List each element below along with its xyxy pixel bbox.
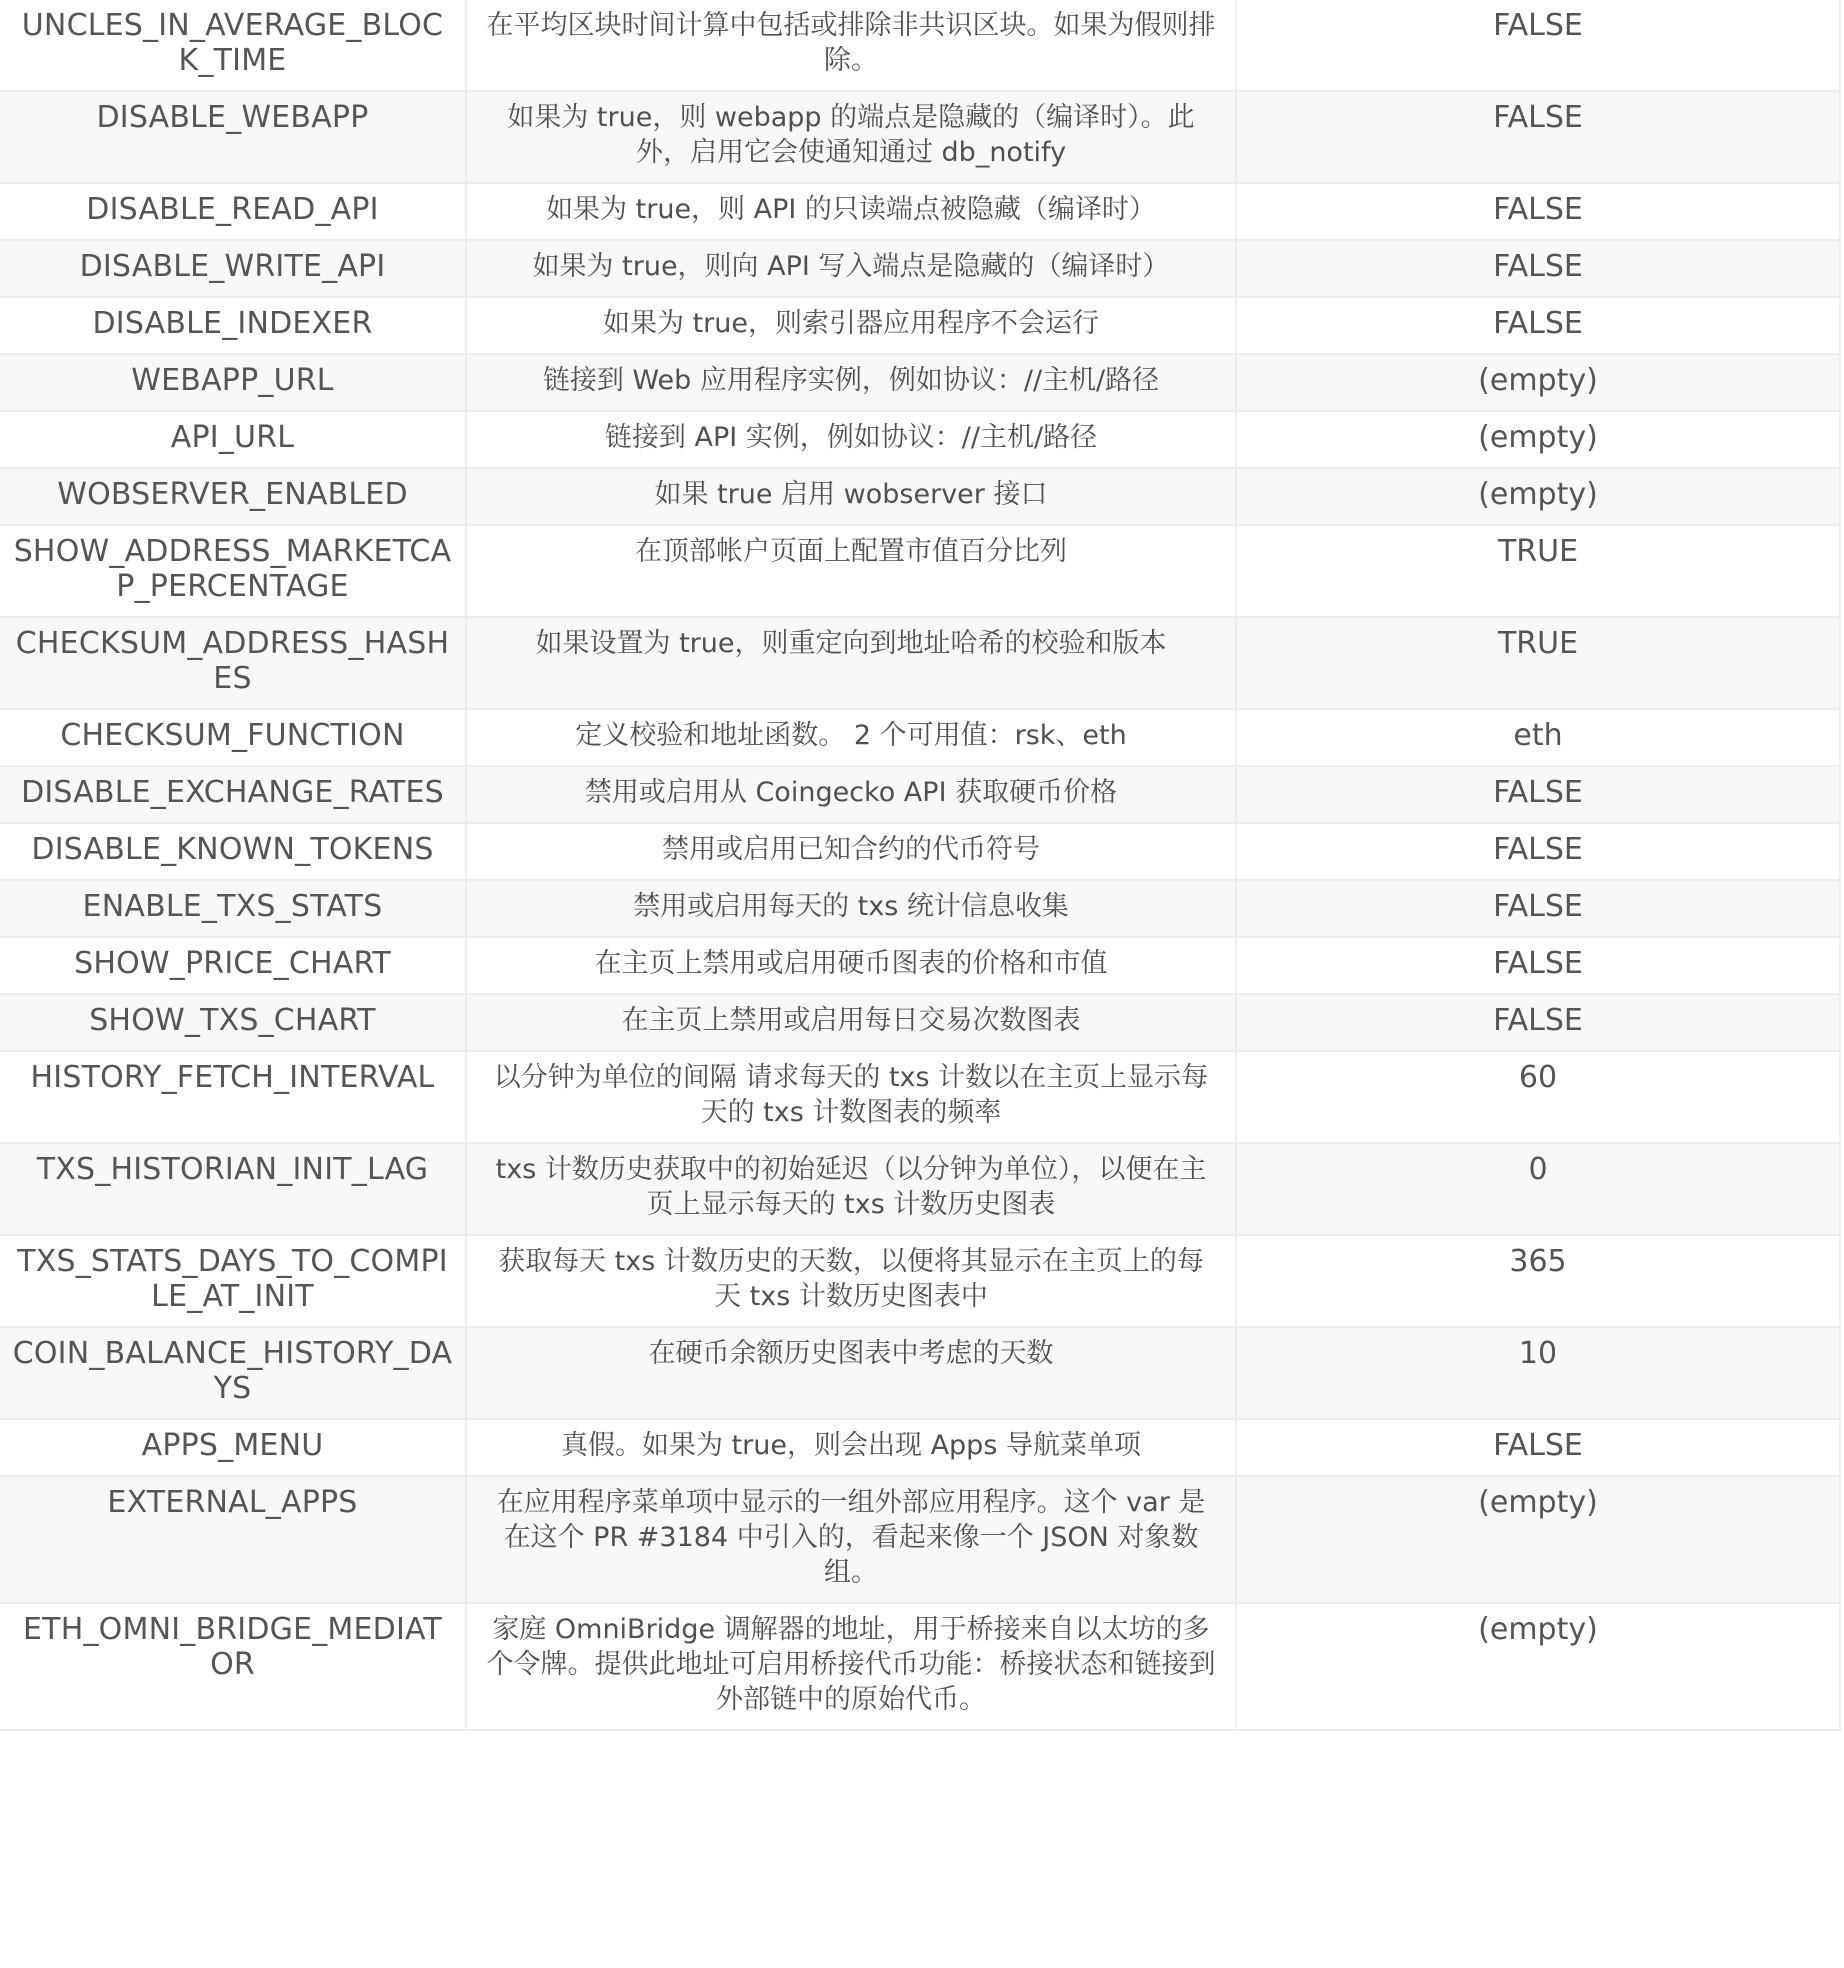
description-cell: 如果为 true，则向 API 写入端点是隐藏的（编译时） bbox=[466, 240, 1236, 297]
table-row bbox=[0, 1235, 1840, 1327]
default-value-cell: FALSE bbox=[1236, 766, 1840, 823]
description-cell: 禁用或启用每天的 txs 统计信息收集 bbox=[466, 880, 1236, 937]
default-value-cell: 60 bbox=[1236, 1051, 1840, 1143]
variable-name-cell: DISABLE_EXCHANGE_RATES bbox=[0, 766, 466, 823]
description-cell: 在硬币余额历史图表中考虑的天数 bbox=[466, 1327, 1236, 1419]
variable-name-cell: WOBSERVER_ENABLED bbox=[0, 468, 466, 525]
default-value-cell: FALSE bbox=[1236, 937, 1840, 994]
default-value-cell: eth bbox=[1236, 709, 1840, 766]
table-row bbox=[0, 240, 1840, 297]
default-value-cell: FALSE bbox=[1236, 880, 1840, 937]
default-value-cell: (empty) bbox=[1236, 468, 1840, 525]
description-cell: 链接到 API 实例，例如协议：//主机/路径 bbox=[466, 411, 1236, 468]
table-row bbox=[0, 709, 1840, 766]
default-value-cell: FALSE bbox=[1236, 0, 1840, 91]
description-cell: 获取每天 txs 计数历史的天数，以便将其显示在主页上的每天 txs 计数历史图表中 bbox=[466, 1235, 1236, 1327]
variable-name-cell: HISTORY_FETCH_INTERVAL bbox=[0, 1051, 466, 1143]
variable-name-cell: DISABLE_INDEXER bbox=[0, 297, 466, 354]
default-value-cell: FALSE bbox=[1236, 1419, 1840, 1476]
description-cell: 禁用或启用已知合约的代币符号 bbox=[466, 823, 1236, 880]
description-cell: 如果为 true，则 API 的只读端点被隐藏（编译时） bbox=[466, 183, 1236, 240]
default-value-cell: FALSE bbox=[1236, 91, 1840, 183]
default-value-cell: 0 bbox=[1236, 1143, 1840, 1235]
table-row bbox=[0, 1476, 1840, 1603]
table-row bbox=[0, 468, 1840, 525]
table-row bbox=[0, 91, 1840, 183]
description-cell: 定义校验和地址函数。 2 个可用值：rsk、eth bbox=[466, 709, 1236, 766]
table-row bbox=[0, 1419, 1840, 1476]
variable-name-cell: DISABLE_WRITE_API bbox=[0, 240, 466, 297]
table-row bbox=[0, 766, 1840, 823]
description-cell: 禁用或启用从 Coingecko API 获取硬币价格 bbox=[466, 766, 1236, 823]
default-value-cell: (empty) bbox=[1236, 1603, 1840, 1730]
description-cell: 在主页上禁用或启用硬币图表的价格和市值 bbox=[466, 937, 1236, 994]
variable-name-cell: API_URL bbox=[0, 411, 466, 468]
table-row bbox=[0, 937, 1840, 994]
variable-name-cell: TXS_STATS_DAYS_TO_COMPILE_AT_INIT bbox=[0, 1235, 466, 1327]
variable-name-cell: UNCLES_IN_AVERAGE_BLOCK_TIME bbox=[0, 0, 466, 91]
table-row bbox=[0, 1051, 1840, 1143]
default-value-cell: TRUE bbox=[1236, 525, 1840, 617]
table-row bbox=[0, 880, 1840, 937]
description-cell: 如果为 true，则索引器应用程序不会运行 bbox=[466, 297, 1236, 354]
table-row bbox=[0, 0, 1840, 91]
description-cell: 如果设置为 true，则重定向到地址哈希的校验和版本 bbox=[466, 617, 1236, 709]
description-cell: 在顶部帐户页面上配置市值百分比列 bbox=[466, 525, 1236, 617]
table-row bbox=[0, 525, 1840, 617]
table-row bbox=[0, 994, 1840, 1051]
variable-name-cell: APPS_MENU bbox=[0, 1419, 466, 1476]
description-cell: txs 计数历史获取中的初始延迟（以分钟为单位），以便在主页上显示每天的 txs 计数历史图表 bbox=[466, 1143, 1236, 1235]
variable-name-cell: DISABLE_WEBAPP bbox=[0, 91, 466, 183]
table-row bbox=[0, 1143, 1840, 1235]
variable-name-cell: ETH_OMNI_BRIDGE_MEDIATOR bbox=[0, 1603, 466, 1730]
variable-name-cell: SHOW_ADDRESS_MARKETCAP_PERCENTAGE bbox=[0, 525, 466, 617]
default-value-cell: FALSE bbox=[1236, 994, 1840, 1051]
default-value-cell: FALSE bbox=[1236, 240, 1840, 297]
description-cell: 以分钟为单位的间隔 请求每天的 txs 计数以在主页上显示每天的 txs 计数图表的频率 bbox=[466, 1051, 1236, 1143]
variable-name-cell: ENABLE_TXS_STATS bbox=[0, 880, 466, 937]
variable-name-cell: EXTERNAL_APPS bbox=[0, 1476, 466, 1603]
variable-name-cell: CHECKSUM_FUNCTION bbox=[0, 709, 466, 766]
variable-name-cell: DISABLE_READ_API bbox=[0, 183, 466, 240]
variable-name-cell: SHOW_PRICE_CHART bbox=[0, 937, 466, 994]
default-value-cell: TRUE bbox=[1236, 617, 1840, 709]
table-row bbox=[0, 354, 1840, 411]
table-row bbox=[0, 183, 1840, 240]
description-cell: 在主页上禁用或启用每日交易次数图表 bbox=[466, 994, 1236, 1051]
table-row bbox=[0, 1327, 1840, 1419]
table-row bbox=[0, 823, 1840, 880]
description-cell: 真假。如果为 true，则会出现 Apps 导航菜单项 bbox=[466, 1419, 1236, 1476]
default-value-cell: FALSE bbox=[1236, 297, 1840, 354]
variable-name-cell: WEBAPP_URL bbox=[0, 354, 466, 411]
default-value-cell: (empty) bbox=[1236, 1476, 1840, 1603]
variable-name-cell: CHECKSUM_ADDRESS_HASHES bbox=[0, 617, 466, 709]
default-value-cell: FALSE bbox=[1236, 823, 1840, 880]
default-value-cell: 10 bbox=[1236, 1327, 1840, 1419]
description-cell: 如果 true 启用 wobserver 接口 bbox=[466, 468, 1236, 525]
table-row bbox=[0, 297, 1840, 354]
variable-name-cell: SHOW_TXS_CHART bbox=[0, 994, 466, 1051]
description-cell: 家庭 OmniBridge 调解器的地址，用于桥接来自以太坊的多个令牌。提供此地址可启用桥接代币功能：桥接状态和链接到外部链中的原始代币。 bbox=[466, 1603, 1236, 1730]
description-cell: 在应用程序菜单项中显示的一组外部应用程序。这个 var 是在这个 PR #3184 中引入的，看起来像一个 JSON 对象数组。 bbox=[466, 1476, 1236, 1603]
variable-name-cell: COIN_BALANCE_HISTORY_DAYS bbox=[0, 1327, 466, 1419]
description-cell: 链接到 Web 应用程序实例，例如协议：//主机/路径 bbox=[466, 354, 1236, 411]
table-row bbox=[0, 411, 1840, 468]
default-value-cell: (empty) bbox=[1236, 411, 1840, 468]
description-cell: 在平均区块时间计算中包括或排除非共识区块。如果为假则排除。 bbox=[466, 0, 1236, 91]
default-value-cell: (empty) bbox=[1236, 354, 1840, 411]
default-value-cell: FALSE bbox=[1236, 183, 1840, 240]
default-value-cell: 365 bbox=[1236, 1235, 1840, 1327]
table-row bbox=[0, 617, 1840, 709]
variable-name-cell: DISABLE_KNOWN_TOKENS bbox=[0, 823, 466, 880]
table-row bbox=[0, 1603, 1840, 1730]
description-cell: 如果为 true，则 webapp 的端点是隐藏的（编译时）。此外，启用它会使通知通过 db_notify bbox=[466, 91, 1236, 183]
variable-name-cell: TXS_HISTORIAN_INIT_LAG bbox=[0, 1143, 466, 1235]
